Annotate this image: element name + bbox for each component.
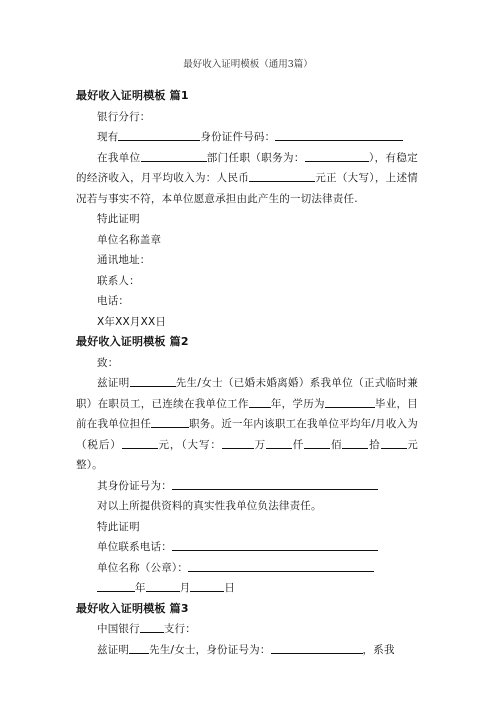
certification-line: 兹证明 先生/女士，身份证号为： ，系我 xyxy=(97,643,395,656)
bank-blank xyxy=(140,621,164,633)
income-blank xyxy=(122,437,158,449)
certify-text: 特此证明 xyxy=(97,213,140,225)
unit-phone-line: 单位联系电话： xyxy=(76,537,418,558)
position-blank xyxy=(305,150,369,162)
date-line: 年 月 日 xyxy=(76,578,418,599)
yuan-blank xyxy=(381,437,407,449)
wan-blank xyxy=(222,437,254,449)
document-body xyxy=(76,86,418,660)
education-blank xyxy=(325,396,375,408)
name-blank xyxy=(118,129,200,141)
name-blank xyxy=(129,642,149,654)
document-title: 最好收入证明模板（通用3篇） xyxy=(183,59,313,70)
section1-heading: 最好收入证明模板 篇1 xyxy=(76,89,189,102)
name-blank xyxy=(130,375,176,387)
date-line: X年XX月XX日 xyxy=(97,315,167,328)
unit-name-line: 单位名称（公章）： xyxy=(76,558,418,579)
responsibility-text: 对以上所提供资料的真实性我单位负法律责任。 xyxy=(97,500,322,512)
id-number-line: 其身份证号为： xyxy=(76,476,418,497)
bank-branch-line: 银行分行： xyxy=(97,110,151,123)
contact-label: 联系人： xyxy=(97,274,140,287)
id-number-blank xyxy=(275,129,403,141)
shi-blank xyxy=(342,437,368,449)
year-blank xyxy=(97,580,135,592)
id-number-blank xyxy=(271,642,363,654)
address-label: 通讯地址： xyxy=(97,254,151,266)
unit-seal-label: 单位名称盖章 xyxy=(97,233,162,246)
unit-name-blank xyxy=(188,560,374,572)
section2-heading: 最好收入证明模板 篇2 xyxy=(76,335,189,348)
month-blank xyxy=(146,580,180,592)
to-line: 致： xyxy=(97,356,119,369)
position-blank xyxy=(151,416,189,428)
holder-line: 现有 身份证件号码： xyxy=(76,127,418,148)
employment-paragraph: 在我单位 部门任职（职务为： ），有稳定的经济收入，月平均收入为：人民币 元正（大写），上述情况若与事实不符，本单位愿意承担由此产生的一切法律责任. xyxy=(76,151,419,205)
bank-line: 中国银行 支行： xyxy=(97,623,196,635)
department-blank xyxy=(141,150,207,162)
day-blank xyxy=(190,580,224,592)
id-number-blank xyxy=(172,478,378,490)
unit-phone-blank xyxy=(172,539,378,551)
years-blank xyxy=(249,396,271,408)
section3-heading: 最好收入证明模板 篇3 xyxy=(76,601,189,615)
income-blank xyxy=(249,170,315,182)
bai-blank xyxy=(304,437,330,449)
qian-blank xyxy=(266,437,292,449)
certification-paragraph: 兹证明 先生/女士（已婚未婚离婚）系我单位（正式临时兼职）在职员工，已连续在我单位工作 年，学历为 毕业，目前在我单位担任 职务。近一年内该职工在我单位平均年/月收入为（税后） 元，（大写： 万 仟 佰 拾 元整）。 xyxy=(76,377,419,471)
certify-text: 特此证明 xyxy=(97,520,140,533)
phone-label: 电话： xyxy=(97,295,130,307)
